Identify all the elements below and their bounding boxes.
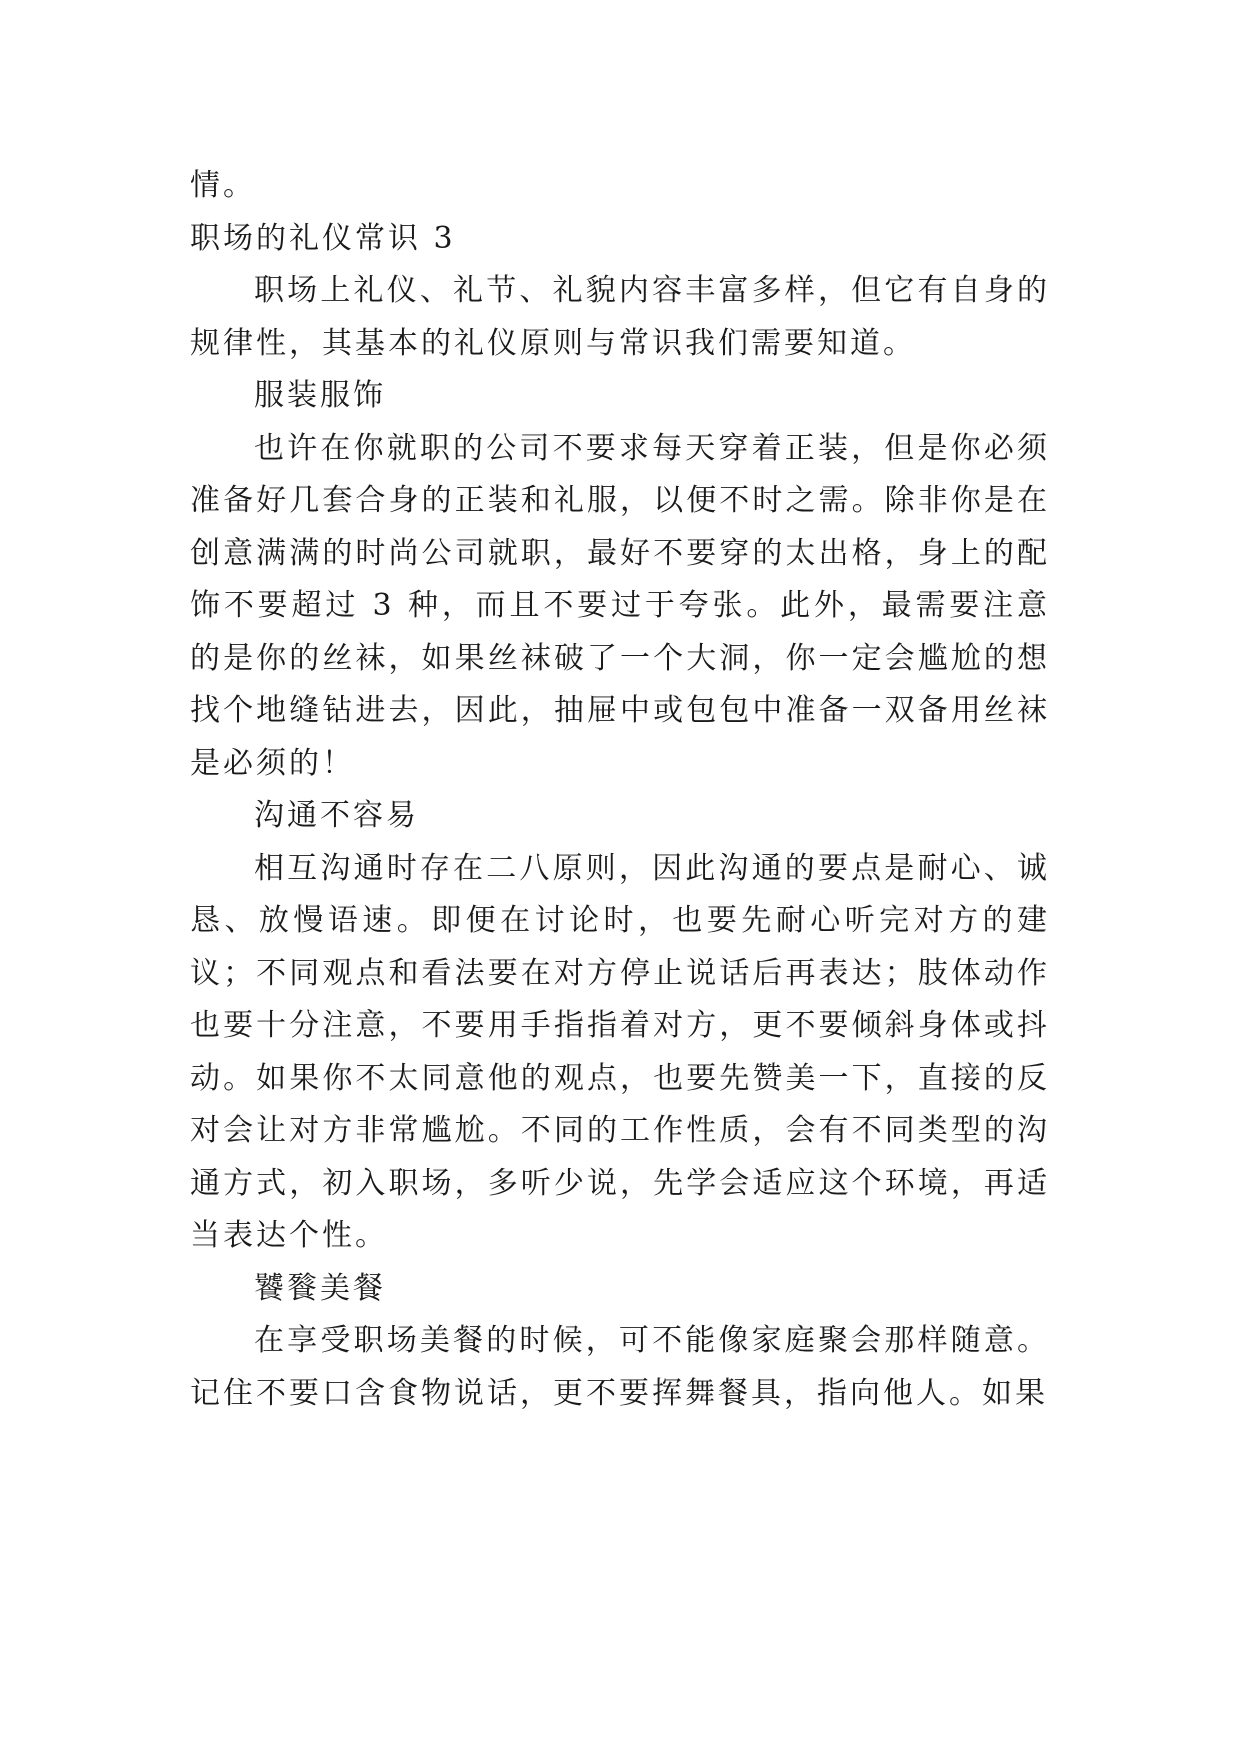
section-title: 职场的礼仪常识 3 <box>190 220 456 256</box>
paragraph-communication: 相互沟通时存在二八原则，因此沟通的要点是耐心、诚恳、放慢语速。即便在讨论时，也要先耐心听完对方的建议；不同观点和看法要在对方停止说话后再表达；肢体动作也要十分注意，不要用手指指着对方，更不要倾斜身体或抖动。如果你不太同意他的观点，也要先赞美一下，直接的反对会让对方非常尴尬。不同的工作性质，会有不同类型的沟通方式，初入职场，多听少说，先学会适应这个环境，再适当表达个性。 <box>190 850 1050 1253</box>
paragraph-continuation: 情。 <box>190 168 256 203</box>
paragraph-clothing: 也许在你就职的公司不要求每天穿着正装，但是你必须准备好几套合身的正装和礼服，以便不时之需。除非你是在创意满满的时尚公司就职，最好不要穿的太出格，身上的配饰不要超过 3 种，而且不要过于夸张。此外，最需要注意的是你的丝袜，如果丝袜破了一个大洞，你一定会尴尬的想找个地缝钻进去，因此，抽屉中或包包中准备一双备用丝袜是必须的！ <box>190 430 1050 781</box>
subheading-communication: 沟通不容易 <box>254 798 419 833</box>
subheading-clothing: 服装服饰 <box>254 378 386 413</box>
paragraph-dining: 在享受职场美餐的时候，可不能像家庭聚会那样随意。记住不要口含食物说话，更不要挥舞餐具，指向他人。如果 <box>190 1323 1050 1411</box>
document-body <box>190 160 1050 1420</box>
subheading-dining: 饕餮美餐 <box>254 1270 386 1306</box>
paragraph-intro: 职场上礼仪、礼节、礼貌内容丰富多样，但它有自身的规律性，其基本的礼仪原则与常识我们需要知道。 <box>190 273 1050 361</box>
